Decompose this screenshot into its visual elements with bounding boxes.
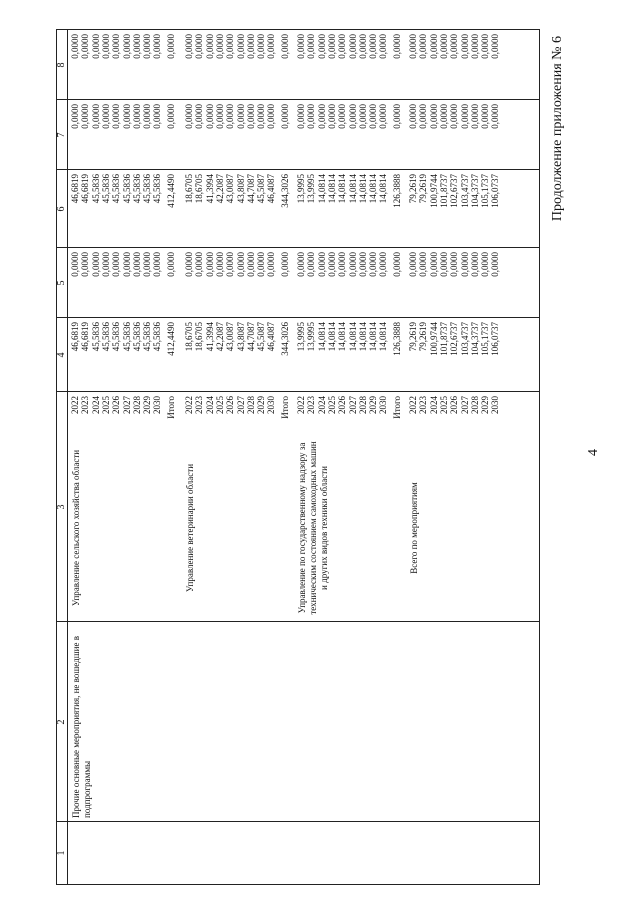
value-cell: 43,8087: [235, 322, 246, 352]
value-cell: 101,8737: [438, 322, 449, 356]
value-cell: 45,5836: [131, 322, 142, 352]
value-cell: 0,0000: [121, 252, 132, 277]
year-cell: 2022: [70, 396, 80, 414]
value-cell: 14,0814: [316, 174, 327, 204]
value-cell: 0,0000: [326, 252, 337, 277]
value-cell: 0,0000: [428, 34, 439, 59]
year-cell: 2028: [469, 396, 480, 414]
value-cell: 45,5836: [121, 322, 132, 352]
value-cell: 0,0000: [408, 34, 418, 59]
year-cell: 2027: [459, 396, 470, 414]
year-cell: 2027: [235, 396, 246, 414]
value-cell: 0,0000: [459, 34, 470, 59]
value-cell: 14,0814: [368, 174, 379, 204]
value-cell: 100,9744: [428, 322, 439, 356]
value-cell: 14,0814: [378, 174, 389, 204]
value-cell: 0,0000: [438, 104, 449, 129]
value-cell: 79,2619: [418, 322, 429, 352]
value-cell: 412,4490: [165, 322, 176, 356]
value-cell: 45,5087: [256, 322, 267, 352]
executor-name: Всего по мероприятиям: [409, 482, 419, 574]
measure-name: Прочие основные мероприятия, не вошедшие в подпрограммы: [71, 636, 92, 818]
year-cell: 2023: [306, 396, 317, 414]
value-cell: 0,0000: [408, 252, 418, 277]
value-cell: 0,0000: [131, 252, 142, 277]
value-cell: 0,0000: [184, 104, 194, 129]
year-cell: 2026: [111, 396, 122, 414]
value-cell: 0,0000: [214, 104, 225, 129]
value-cell: 43,0087: [225, 322, 236, 352]
value-cell: 0,0000: [152, 34, 163, 59]
year-cell: 2024: [204, 396, 215, 414]
value-cell: 102,6737: [449, 174, 460, 208]
value-cell: 42,2087: [214, 174, 225, 204]
value-cell: 0,0000: [347, 104, 358, 129]
value-cell: 0,0000: [204, 34, 215, 59]
page-title: Продолжение приложения № 6: [550, 36, 565, 222]
value-cell: 0,0000: [391, 104, 402, 129]
year-cell: 2025: [100, 396, 111, 414]
value-cell: 0,0000: [337, 34, 348, 59]
value-cell: 13,9995: [306, 322, 317, 352]
value-cell: 14,0814: [326, 322, 337, 352]
value-cell: 412,4490: [165, 174, 176, 208]
value-cell: 45,5836: [121, 174, 132, 204]
value-cell: 0,0000: [90, 104, 101, 129]
budget-table: [56, 29, 540, 885]
year-cell: 2026: [225, 396, 236, 414]
year-cell: 2026: [337, 396, 348, 414]
value-cell: 0,0000: [279, 34, 290, 59]
header-col-1: 1: [57, 822, 68, 884]
value-cell: 0,0000: [70, 252, 80, 277]
value-cell: 105,1737: [480, 322, 491, 356]
value-cell: 0,0000: [214, 252, 225, 277]
value-cell: 344,3026: [279, 322, 290, 356]
value-cell: 14,0814: [357, 174, 368, 204]
value-cell: 0,0000: [194, 34, 205, 59]
value-cell: 0,0000: [368, 252, 379, 277]
value-cell: 0,0000: [337, 252, 348, 277]
value-cell: 0,0000: [111, 104, 122, 129]
value-cell: 0,0000: [490, 252, 501, 277]
value-cell: 0,0000: [204, 252, 215, 277]
year-cell: 2026: [449, 396, 460, 414]
value-cell: 0,0000: [326, 34, 337, 59]
year-cell: 2030: [152, 396, 163, 414]
value-cell: 0,0000: [296, 252, 306, 277]
value-cell: 45,5836: [90, 322, 101, 352]
value-cell: 0,0000: [152, 104, 163, 129]
value-cell: 0,0000: [480, 252, 491, 277]
value-cell: 0,0000: [347, 252, 358, 277]
column-divider: [57, 821, 539, 822]
value-cell: 45,5836: [152, 174, 163, 204]
value-cell: 0,0000: [306, 104, 317, 129]
value-cell: 104,3737: [469, 174, 480, 208]
value-cell: 0,0000: [266, 104, 277, 129]
year-cell: 2025: [438, 396, 449, 414]
value-cell: 0,0000: [306, 252, 317, 277]
value-cell: 0,0000: [235, 104, 246, 129]
value-cell: 0,0000: [70, 34, 80, 59]
value-cell: 0,0000: [449, 104, 460, 129]
value-cell: 0,0000: [152, 252, 163, 277]
value-cell: 0,0000: [469, 104, 480, 129]
value-cell: 0,0000: [165, 104, 176, 129]
header-col-2: 2: [57, 622, 68, 822]
value-cell: 0,0000: [490, 34, 501, 59]
value-cell: 0,0000: [225, 104, 236, 129]
value-cell: 79,2619: [408, 322, 418, 352]
value-cell: 0,0000: [316, 104, 327, 129]
value-cell: 18,6705: [184, 322, 194, 352]
value-cell: 0,0000: [235, 252, 246, 277]
value-cell: 14,0814: [316, 322, 327, 352]
value-cell: 18,6705: [194, 322, 205, 352]
value-cell: 14,0814: [347, 322, 358, 352]
value-cell: 0,0000: [121, 104, 132, 129]
value-cell: 0,0000: [121, 34, 132, 59]
year-cell: 2029: [368, 396, 379, 414]
year-cell: 2024: [316, 396, 327, 414]
value-cell: 0,0000: [428, 104, 439, 129]
year-cell: Итого: [165, 396, 176, 419]
value-cell: 0,0000: [326, 104, 337, 129]
header-col-5: 5: [57, 248, 68, 318]
value-cell: 0,0000: [266, 34, 277, 59]
value-cell: 0,0000: [142, 104, 153, 129]
year-cell: 2030: [266, 396, 277, 414]
header-col-3: 3: [57, 392, 68, 622]
value-cell: 0,0000: [184, 34, 194, 59]
year-cell: 2024: [90, 396, 101, 414]
year-cell: 2022: [296, 396, 306, 414]
year-cell: Итого: [391, 396, 402, 419]
value-cell: 0,0000: [80, 34, 91, 59]
value-cell: 0,0000: [131, 104, 142, 129]
value-cell: 45,5836: [90, 174, 101, 204]
year-cell: 2023: [418, 396, 429, 414]
value-cell: 45,5087: [256, 174, 267, 204]
year-cell: 2029: [256, 396, 267, 414]
value-cell: 46,6819: [70, 322, 80, 352]
value-cell: 0,0000: [165, 34, 176, 59]
executor-name: Управление ветеринарии области: [185, 463, 195, 593]
value-cell: 46,6819: [70, 174, 80, 204]
value-cell: 45,5836: [100, 174, 111, 204]
value-cell: 0,0000: [80, 104, 91, 129]
value-cell: 0,0000: [316, 34, 327, 59]
value-cell: 344,3026: [279, 174, 290, 208]
value-cell: 0,0000: [296, 104, 306, 129]
value-cell: 46,4087: [266, 174, 277, 204]
value-cell: 45,5836: [142, 322, 153, 352]
year-cell: 2027: [347, 396, 358, 414]
value-cell: 0,0000: [368, 104, 379, 129]
value-cell: 126,3888: [391, 322, 402, 356]
value-cell: 0,0000: [100, 34, 111, 59]
executor-name: Управление по государственному надзору за техническим состоянием самоходных машин и других видов техники области: [297, 441, 329, 615]
value-cell: 105,1737: [480, 174, 491, 208]
page-number: 4: [586, 449, 601, 456]
header-col-4: 4: [57, 318, 68, 392]
value-cell: 104,3737: [469, 322, 480, 356]
value-cell: 103,4737: [459, 174, 470, 208]
value-cell: 0,0000: [368, 34, 379, 59]
value-cell: 0,0000: [194, 104, 205, 129]
value-cell: 0,0000: [142, 34, 153, 59]
value-cell: 0,0000: [184, 252, 194, 277]
value-cell: 18,6705: [184, 174, 194, 204]
value-cell: 0,0000: [245, 34, 256, 59]
year-cell: 2028: [357, 396, 368, 414]
value-cell: 43,8087: [235, 174, 246, 204]
value-cell: 0,0000: [256, 34, 267, 59]
value-cell: 46,4087: [266, 322, 277, 352]
year-cell: 2028: [245, 396, 256, 414]
year-cell: 2029: [142, 396, 153, 414]
value-cell: 0,0000: [100, 104, 111, 129]
value-cell: 14,0814: [347, 174, 358, 204]
value-cell: 0,0000: [428, 252, 439, 277]
year-cell: 2030: [378, 396, 389, 414]
value-cell: 0,0000: [70, 104, 80, 129]
value-cell: 0,0000: [306, 34, 317, 59]
year-cell: 2022: [408, 396, 418, 414]
value-cell: 0,0000: [459, 104, 470, 129]
value-cell: 0,0000: [490, 104, 501, 129]
value-cell: 45,5836: [152, 322, 163, 352]
value-cell: 42,2087: [214, 322, 225, 352]
value-cell: 18,6705: [194, 174, 205, 204]
value-cell: 0,0000: [100, 252, 111, 277]
header-col-7: 7: [57, 100, 68, 170]
value-cell: 126,3888: [391, 174, 402, 208]
year-cell: 2025: [214, 396, 225, 414]
value-cell: 0,0000: [378, 252, 389, 277]
value-cell: 14,0814: [357, 322, 368, 352]
value-cell: 0,0000: [90, 252, 101, 277]
value-cell: 0,0000: [225, 252, 236, 277]
value-cell: 0,0000: [214, 34, 225, 59]
value-cell: 14,0814: [337, 174, 348, 204]
year-cell: 2027: [121, 396, 132, 414]
value-cell: 103,4737: [459, 322, 470, 356]
value-cell: 44,7087: [245, 174, 256, 204]
value-cell: 0,0000: [80, 252, 91, 277]
header-col-6: 6: [57, 170, 68, 248]
value-cell: 14,0814: [337, 322, 348, 352]
value-cell: 13,9995: [296, 174, 306, 204]
value-cell: 0,0000: [480, 34, 491, 59]
value-cell: 13,9995: [306, 174, 317, 204]
value-cell: 0,0000: [391, 252, 402, 277]
value-cell: 0,0000: [111, 252, 122, 277]
value-cell: 14,0814: [378, 322, 389, 352]
value-cell: 0,0000: [459, 252, 470, 277]
value-cell: 13,9995: [296, 322, 306, 352]
value-cell: 0,0000: [316, 252, 327, 277]
value-cell: 0,0000: [337, 104, 348, 129]
value-cell: 0,0000: [469, 34, 480, 59]
value-cell: 0,0000: [235, 34, 246, 59]
value-cell: 0,0000: [204, 104, 215, 129]
value-cell: 0,0000: [357, 34, 368, 59]
value-cell: 41,3994: [204, 322, 215, 352]
year-cell: 2029: [480, 396, 491, 414]
value-cell: 0,0000: [378, 34, 389, 59]
year-cell: 2023: [194, 396, 205, 414]
value-cell: 0,0000: [296, 34, 306, 59]
column-divider: [57, 621, 539, 622]
year-cell: 2022: [184, 396, 194, 414]
value-cell: 45,5836: [142, 174, 153, 204]
value-cell: 106,0737: [490, 174, 501, 208]
value-cell: 0,0000: [256, 252, 267, 277]
value-cell: 0,0000: [279, 104, 290, 129]
value-cell: 44,7087: [245, 322, 256, 352]
year-cell: 2023: [80, 396, 91, 414]
value-cell: 0,0000: [111, 34, 122, 59]
value-cell: 101,8737: [438, 174, 449, 208]
value-cell: 0,0000: [418, 34, 429, 59]
value-cell: 0,0000: [438, 34, 449, 59]
value-cell: 79,2619: [418, 174, 429, 204]
header-col-8: 8: [57, 30, 68, 100]
value-cell: 14,0814: [368, 322, 379, 352]
value-cell: 0,0000: [357, 252, 368, 277]
value-cell: 0,0000: [418, 104, 429, 129]
value-cell: 100,9744: [428, 174, 439, 208]
year-cell: 2028: [131, 396, 142, 414]
value-cell: 0,0000: [245, 104, 256, 129]
value-cell: 0,0000: [90, 34, 101, 59]
value-cell: 0,0000: [357, 104, 368, 129]
value-cell: 0,0000: [266, 252, 277, 277]
value-cell: 0,0000: [438, 252, 449, 277]
value-cell: 79,2619: [408, 174, 418, 204]
value-cell: 102,6737: [449, 322, 460, 356]
value-cell: 0,0000: [245, 252, 256, 277]
value-cell: 106,0737: [490, 322, 501, 356]
value-cell: 45,5836: [131, 174, 142, 204]
value-cell: 0,0000: [418, 252, 429, 277]
value-cell: 0,0000: [131, 34, 142, 59]
value-cell: 0,0000: [165, 252, 176, 277]
value-cell: 0,0000: [279, 252, 290, 277]
year-cell: Итого: [279, 396, 290, 419]
value-cell: 0,0000: [378, 104, 389, 129]
value-cell: 43,0087: [225, 174, 236, 204]
value-cell: 0,0000: [480, 104, 491, 129]
value-cell: 45,5836: [111, 322, 122, 352]
value-cell: 0,0000: [347, 34, 358, 59]
value-cell: 0,0000: [408, 104, 418, 129]
year-cell: 2030: [490, 396, 501, 414]
value-cell: 14,0814: [326, 174, 337, 204]
value-cell: 0,0000: [469, 252, 480, 277]
value-cell: 0,0000: [194, 252, 205, 277]
value-cell: 46,6819: [80, 322, 91, 352]
value-cell: 0,0000: [225, 34, 236, 59]
value-cell: 45,5836: [111, 174, 122, 204]
value-cell: 46,6819: [80, 174, 91, 204]
value-cell: 0,0000: [391, 34, 402, 59]
year-cell: 2024: [428, 396, 439, 414]
value-cell: 0,0000: [449, 34, 460, 59]
value-cell: 45,5836: [100, 322, 111, 352]
value-cell: 0,0000: [449, 252, 460, 277]
value-cell: 0,0000: [256, 104, 267, 129]
value-cell: 0,0000: [142, 252, 153, 277]
year-cell: 2025: [326, 396, 337, 414]
executor-name: Управление сельского хозяйства области: [71, 449, 81, 607]
value-cell: 41,3994: [204, 174, 215, 204]
